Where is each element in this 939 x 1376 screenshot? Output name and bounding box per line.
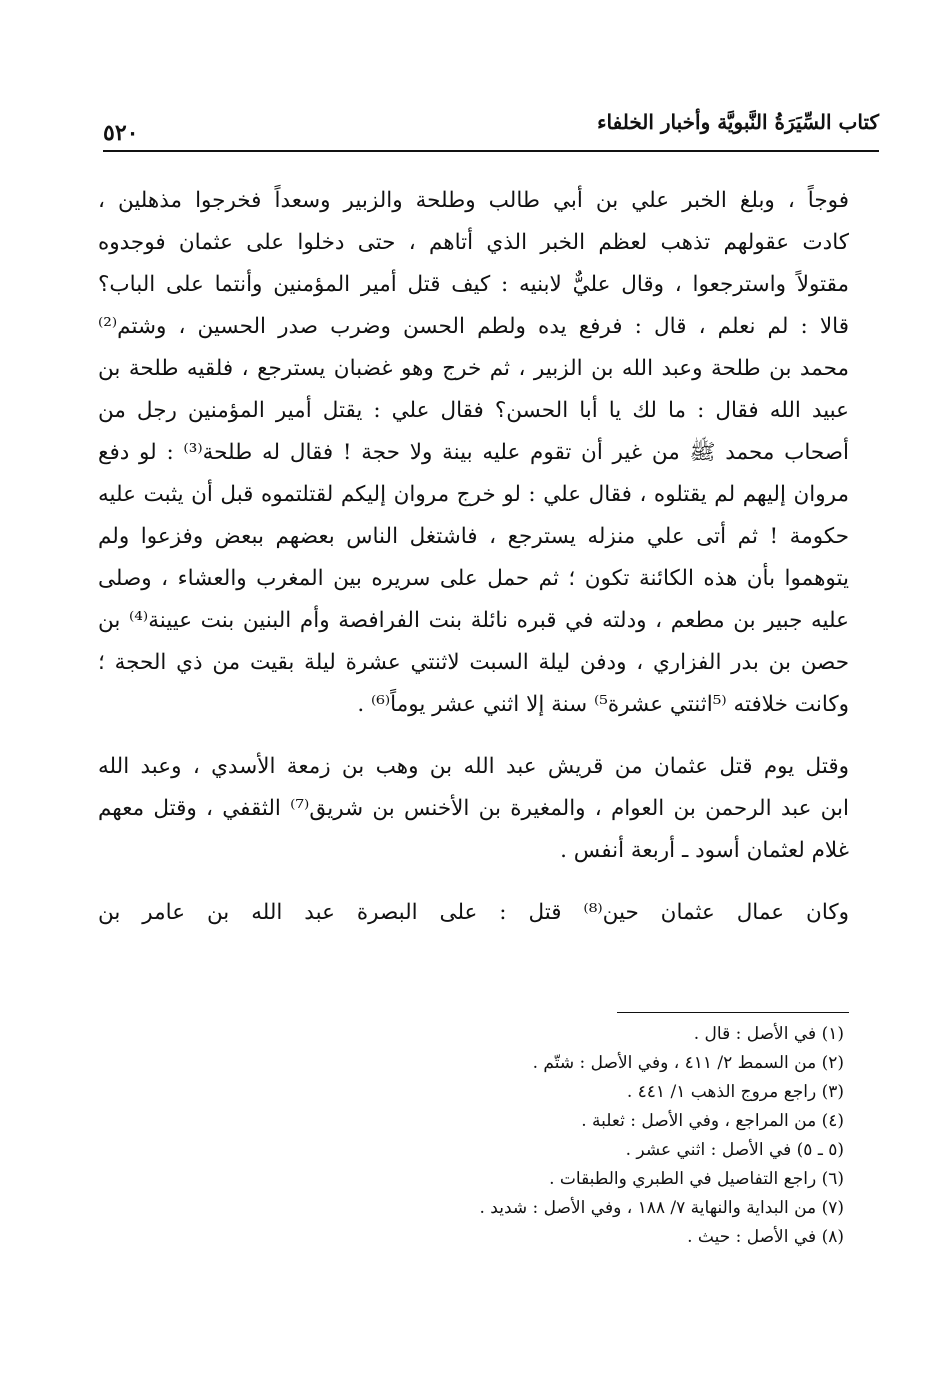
text-line: حصن بن بدر الفزاري ، ودفن ليلة السبت لاثنتي عشرة ليلة بقيت من ذي الحجة ؛ xyxy=(98,650,849,675)
text-line: وقتل يوم قتل عثمان من قريش عبد الله بن وهب بن زمعة الأسدي ، وعبد الله xyxy=(98,754,849,779)
main-text xyxy=(98,180,849,934)
paragraph-2 xyxy=(98,746,849,872)
footnote: (٦) راجع التفاصيل في الطبري والطبقات . xyxy=(549,1169,844,1189)
text-line: ابن عبد الرحمن بن العوام ، والمغيرة بن الأخنس بن شريق⁽⁷⁾ الثقفي ، وقتل معهم xyxy=(98,796,849,821)
footnote: (٨) في الأصل : حيث . xyxy=(687,1227,844,1247)
text-line: وكان عمال عثمان حين⁽⁸⁾ قتل : على البصرة عبد الله بن عامر بن xyxy=(98,900,849,925)
footnote: (٢) من السمط ٢/ ٤١١ ، وفي الأصل : شتّم . xyxy=(532,1053,844,1073)
text-line: فوجاً ، وبلغ الخبر علي بن أبي طالب وطلحة والزبير وسعداً فخرجوا مذهلين ، xyxy=(98,188,849,213)
paragraph-3 xyxy=(98,892,849,934)
text-line: عبيد الله فقال : ما لك يا أبا الحسن؟ فقال علي : يقتل أمير المؤمنين رجل من xyxy=(98,398,849,423)
text-line: يتوهموا بأن هذه الكائنة تكون ؛ ثم حمل على سريره بين المغرب والعشاء ، وصلى xyxy=(98,566,849,591)
paragraph-gap xyxy=(98,726,849,746)
footnote: (٥ ـ ٥) في الأصل : اثني عشر . xyxy=(625,1140,844,1160)
paragraph-1 xyxy=(98,180,849,726)
footnote: (٣) راجع مروج الذهب ١/ ٤٤١ . xyxy=(626,1082,844,1102)
text-line: عليه جبير بن مطعم ، ودلته في قبره نائلة بنت الفرافصة وأم البنين بنت عيينة⁽⁴⁾ بن xyxy=(98,608,849,633)
footnote: (١) في الأصل : قال . xyxy=(693,1024,844,1044)
text-line: مروان إليهم لم يقتلوه ، فقال علي : لو خرج مروان إليكم لقتلتموه قبل أن يثبت عليه xyxy=(98,482,849,507)
text-line: أصحاب محمد ﷺ من غير أن تقوم عليه بينة ولا حجة ! فقال له طلحة⁽³⁾ : لو دفع xyxy=(98,440,849,465)
running-title: كتاب السِّيَرَةُ النَّبويَّة وأخبار الخلفاء xyxy=(597,110,879,134)
page-number: ٥٢٠ xyxy=(103,120,139,146)
footnote: (٤) من المراجع ، وفي الأصل : ثعلبة . xyxy=(581,1111,844,1131)
footnote-divider xyxy=(617,1012,849,1013)
footnote: (٧) من البداية والنهاية ٧/ ١٨٨ ، وفي الأصل : شديد . xyxy=(479,1198,844,1218)
text-line: قالا : لم نعلم ، قال : فرفع يده ولطم الحسن وضرب صدر الحسين ، وشتم⁽²⁾ xyxy=(98,314,849,339)
footnotes xyxy=(100,1020,844,1252)
text-line: وكانت خلافته ⁽⁵اثنتي عشرة⁵⁾ سنة إلا اثني عشر يوماً⁽⁶⁾ . xyxy=(357,692,849,717)
text-line: حكومة ! ثم أتى علي منزله يسترجع ، فاشتغل الناس بعضهم ببعض وفزعوا ولم xyxy=(98,524,849,549)
paragraph-gap xyxy=(98,872,849,892)
text-line: غلام لعثمان أسود ـ أربعة أنفس . xyxy=(560,838,849,863)
text-line: محمد بن طلحة وعبد الله بن الزبير ، ثم خرج وهو غضبان يسترجع ، فلقيه طلحة بن xyxy=(98,356,849,381)
running-header xyxy=(103,106,879,152)
text-line: كادت عقولهم تذهب لعظم الخبر الذي أتاهم ، حتى دخلوا على عثمان فوجدوه xyxy=(98,230,849,255)
text-line: مقتولاً واسترجعوا ، وقال عليٌّ لابنيه : كيف قتل أمير المؤمنين وأنتما على الباب؟ xyxy=(98,272,849,297)
